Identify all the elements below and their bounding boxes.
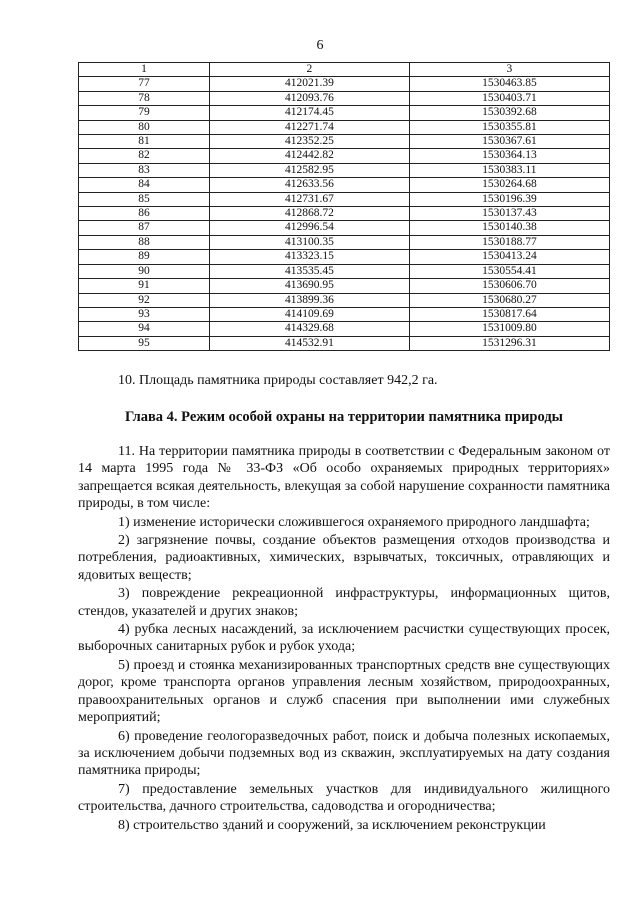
table-cell: 412352.25 [210, 135, 410, 149]
table-row [79, 307, 610, 321]
table-cell: 1530606.70 [409, 279, 609, 293]
list-item-3: 3) повреждение рекреационной инфраструктуры, информационных щитов, стендов, указателей и других знаков; [78, 586, 610, 619]
table-cell: 95 [79, 336, 210, 350]
table-cell: 87 [79, 221, 210, 235]
table-row [79, 120, 610, 134]
table-header-cell: 1 [79, 63, 210, 77]
table-row [79, 77, 610, 91]
table-cell: 79 [79, 106, 210, 120]
area-statement: 10. Площадь памятника природы составляет 942,2 га. [118, 373, 438, 388]
list-item-4: 4) рубка лесных насаждений, за исключением расчистки существующих просек, выборочных санитарных рубок и рубок ухода; [78, 622, 610, 655]
table-row [79, 264, 610, 278]
table-cell: 1530463.85 [409, 77, 609, 91]
list-item-2: 2) загрязнение почвы, создание объектов размещения отходов производства и потребления, радиоактивных, химических, взрывчатых, токсичных, отравляющих и ядовитых веществ; [78, 533, 610, 583]
table-row [79, 135, 610, 149]
table-row [79, 91, 610, 105]
table-row [79, 293, 610, 307]
table-header-cell: 3 [409, 63, 609, 77]
table-row [79, 235, 610, 249]
table-cell: 413899.36 [210, 293, 410, 307]
list-item-6: 6) проведение геологоразведочных работ, поиск и добыча полезных ископаемых, за исключением добычи подземных вод из скважин, эксплуатируемых на дату создания памятника природы; [78, 728, 610, 779]
table-cell: 1530554.41 [409, 264, 609, 278]
table-cell: 412868.72 [210, 207, 410, 221]
table-cell: 412996.54 [210, 221, 410, 235]
table-cell: 413323.15 [210, 250, 410, 264]
table-row [79, 192, 610, 206]
list-item-7: 7) предоставление земельных участков для индивидуального жилищного строительства, дачного строительства, садоводства и огородничества; [78, 781, 610, 815]
paragraph-11: 11. На территории памятника природы в соответствии с Федеральным законом от 14 марта 1995 года № 33-ФЗ «Об особо охраняемых природных территориях» запрещается всякая деятельность, влекущая за собой нарушение сохранности памятника природы, в том числе: [78, 444, 610, 512]
table-row [79, 279, 610, 293]
table-row [79, 163, 610, 177]
table-cell: 92 [79, 293, 210, 307]
table-cell: 1530403.71 [409, 91, 609, 105]
table-cell: 80 [79, 120, 210, 134]
table-cell: 413535.45 [210, 264, 410, 278]
table-cell: 412174.45 [210, 106, 410, 120]
table-cell: 1530364.13 [409, 149, 609, 163]
table-cell: 414532.91 [210, 336, 410, 350]
table-cell: 1530680.27 [409, 293, 609, 307]
chapter-title: Глава 4. Режим особой охраны на территории памятника природы [125, 409, 563, 425]
table-cell: 412633.56 [210, 178, 410, 192]
table-row [79, 178, 610, 192]
table-cell: 94 [79, 322, 210, 336]
table-header-row [79, 63, 610, 77]
table-cell: 1530137.43 [409, 207, 609, 221]
table-cell: 78 [79, 91, 210, 105]
table-cell: 412442.82 [210, 149, 410, 163]
table-header-cell: 2 [210, 63, 410, 77]
table-cell: 414109.69 [210, 307, 410, 321]
table-cell: 83 [79, 163, 210, 177]
table-cell: 81 [79, 135, 210, 149]
table-cell: 1531009.80 [409, 322, 609, 336]
table-cell: 88 [79, 235, 210, 249]
table-cell: 412731.67 [210, 192, 410, 206]
table-cell: 1530392.68 [409, 106, 609, 120]
table-cell: 414329.68 [210, 322, 410, 336]
table-cell: 77 [79, 77, 210, 91]
table-cell: 1530383.11 [409, 163, 609, 177]
table-row [79, 106, 610, 120]
list-item-5: 5) проезд и стоянка механизированных транспортных средств вне существующих дорог, кроме транспорта органов управления лесным хозяйством, природоохранных, правоохранительных органов и служб спасения при выполнении ими служебных мероприятий; [78, 657, 610, 726]
table-cell: 1530413.24 [409, 250, 609, 264]
table-cell: 412271.74 [210, 120, 410, 134]
table-cell: 89 [79, 250, 210, 264]
table-row [79, 149, 610, 163]
table-cell: 1530264.68 [409, 178, 609, 192]
table-row [79, 336, 610, 350]
table-cell: 1530355.81 [409, 120, 609, 134]
table-row [79, 322, 610, 336]
chapter-body [78, 443, 610, 834]
table-cell: 84 [79, 178, 210, 192]
table-cell: 1530817.64 [409, 307, 609, 321]
list-item-1: 1) изменение исторически сложившегося охраняемого природного ландшафта; [118, 514, 590, 530]
table-cell: 1530196.39 [409, 192, 609, 206]
table-cell: 82 [79, 149, 210, 163]
table-cell: 93 [79, 307, 210, 321]
table-cell: 91 [79, 279, 210, 293]
table-row [79, 207, 610, 221]
table-cell: 1530140.38 [409, 221, 609, 235]
table-cell: 413690.95 [210, 279, 410, 293]
coordinates-table [78, 62, 610, 351]
table-cell: 1530367.61 [409, 135, 609, 149]
table-cell: 1531296.31 [409, 336, 609, 350]
table-cell: 1530188.77 [409, 235, 609, 249]
table-row [79, 221, 610, 235]
table-cell: 412021.39 [210, 77, 410, 91]
list-item-8: 8) строительство зданий и сооружений, за исключением реконструкции [118, 817, 546, 833]
table-cell: 86 [79, 207, 210, 221]
table-cell: 85 [79, 192, 210, 206]
table-cell: 90 [79, 264, 210, 278]
table-cell: 412582.95 [210, 163, 410, 177]
page-number: 6 [316, 38, 324, 53]
table-cell: 413100.35 [210, 235, 410, 249]
table-cell: 412093.76 [210, 91, 410, 105]
table-row [79, 250, 610, 264]
